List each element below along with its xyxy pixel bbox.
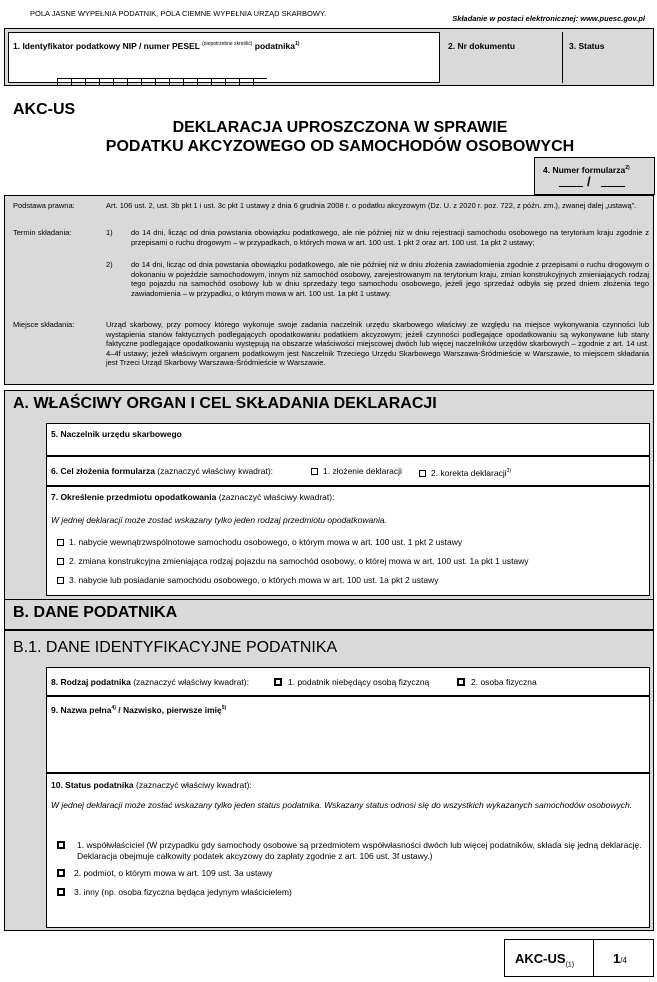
field-8-taxpayer-type (46, 667, 650, 696)
checkbox-icon[interactable] (57, 577, 64, 584)
field-6-option-2[interactable] (419, 466, 511, 478)
field-4-label: 4. Numer formularza (543, 164, 626, 175)
section-b1 (4, 630, 654, 931)
field-divider (562, 32, 563, 83)
checkbox-icon[interactable] (57, 841, 65, 849)
miejsce-text: Urząd skarbowy, przy pomocy którego wykonuje swoje zadania naczelnik urzędu skarbowego właściwy ze względu na miejsce wykonywania czynności lub wystąpienia stanów faktycznych podlegających opodatkowaniu podatkiem akcyzowym; jeżeli czynności podlegające opodatkowaniu są wykonywane lub stany faktyczne podlegające opodatkowaniu występują na obszarze właściwości miejscowej dwóch lub więcej naczelników urzędów skarbowych – zgodnie z art. 14 ust. 4–4f ustawy; jeżeli właściwym organem podatkowym jest Naczelnik Trzeciego Urzędu Skarbowego Warszawa-Śródmieście w Warszawie, to miejscem składania jest Trzeci Urząd Skarbowy Warszawa-Śródmieście w Warszawie. (106, 320, 649, 367)
field-10-option-2[interactable] (57, 868, 272, 879)
field-5-label: 5. Naczelnik urzędu skarbowego (51, 429, 182, 439)
field-1-suffix: podatnika (254, 41, 295, 51)
termin-2-text: do 14 dni, licząc od dnia powstania obowiązku podatkowego, ale nie później niż w dniu złożenia zawiadomienia zgodnie z przepisami o ruchu drogowym o dokonaniu w pojeździe samochodowym, innym niż samochód osobowy, zarejestrowanym na terytorium kraju, zmian konstrukcyjnych zmieniających rodzaj tego pojazdu na samochód osobowy lub w dniu sprzedaży tego samochodu osobowego, jeżeli jego sprzedaż odbyła się przed dniem złożenia tego zawiadomienia – w przypadku, o którym mowa w art. 100 ust. 1a pkt 1 ustawy. (131, 260, 649, 298)
field-4-slash: / (587, 174, 591, 189)
top-note-right: Składanie w postaci elektronicznej: www.puesc.gov.pl (452, 14, 645, 23)
checkbox-icon[interactable] (419, 470, 426, 477)
field-10-option-3-label: 3. inny (np. osoba fizyczna będąca jedynym właścicielem) (74, 887, 292, 897)
footer-form-code (504, 939, 594, 977)
field-10-option-2-label: 2. podmiot, o którym mowa w art. 109 ust. 3a ustawy (74, 868, 273, 878)
field-6-option-1[interactable] (311, 466, 402, 477)
termin-label: Termin składania: (13, 228, 72, 237)
footer-code-sub: (1) (565, 961, 575, 969)
field-6-option-1-label: 1. złożenie deklaracji (323, 466, 402, 476)
field-6-option-2-sup: 3) (506, 468, 512, 474)
field-1-small: (niepotrzebne skreślić) (202, 41, 253, 47)
footer-code: AKC-US (515, 951, 566, 966)
field-7-option-1-label: 1. nabycie wewnątrzwspólnotowe samochodu osobowego, o którym mowa w art. 100 ust. 1 pkt 2 ustawy (69, 537, 463, 547)
field-8-option-1-label: 1. podatnik niebędący osobą fizyczną (288, 677, 430, 687)
termin-1-text: do 14 dni, licząc od dnia powstania obowiązku podatkowego, ale nie później niż w dniu rejestracji samochodu osobowego na terytorium kraju zgodnie z przepisami o ruchu drogowym – w przypadkach, o których mowa w art. 100 ust. 1 pkt 2 oraz art. 100 ust. 1a pkt 2 ustawy; (131, 228, 649, 247)
checkbox-icon[interactable] (57, 869, 65, 877)
field-9-sup-1: 4) (111, 705, 116, 711)
field-8-option-1[interactable] (274, 677, 429, 688)
field-8-hint: (zaznaczyć właściwy kwadrat): (133, 677, 249, 687)
field-9-label-a: 9. Nazwa pełna (51, 704, 112, 715)
field-1-sup: 1) (294, 41, 300, 48)
field-1-comb (57, 72, 267, 79)
field-4-sup: 2) (625, 165, 630, 171)
section-b-title: B. DANE PODATNIKA (13, 604, 178, 621)
field-10-option-1-label: 1. współwłaściciel (W przypadku gdy samochody osobowe są przedmiotem współwłasności dwóch lub więcej podatników, składa się jedną deklarację. Deklaracja obejmuje całkowity podatek akcyzowy do zapłaty zgodnie z art. 106 ust. 3f ustawy.) (77, 840, 642, 861)
field-6-purpose (46, 456, 650, 486)
checkbox-icon[interactable] (274, 678, 282, 686)
checkbox-icon[interactable] (311, 468, 318, 475)
field-7-hint: (zaznaczyć właściwy kwadrat): (218, 492, 335, 502)
field-6-option-2-label: 2. korekta deklaracji (431, 467, 507, 478)
checkbox-icon[interactable] (57, 558, 64, 565)
field-7-label: 7. Określenie przedmiotu opodatkowania (51, 492, 217, 502)
field-5-tax-office[interactable] (46, 423, 650, 456)
field-4-line-b (601, 186, 625, 187)
field-8-option-2[interactable] (457, 677, 537, 688)
checkbox-icon[interactable] (57, 888, 65, 896)
field-6-label: 6. Cel złożenia formularza (51, 466, 155, 476)
field-7-option-2[interactable] (57, 556, 529, 567)
checkbox-icon[interactable] (457, 678, 465, 686)
field-8-label: 8. Rodzaj podatnika (51, 677, 131, 687)
footer-page-total: /4 (620, 956, 627, 965)
field-10-label: 10. Status podatnika (51, 780, 134, 790)
field-6-hint: (zaznaczyć właściwy kwadrat): (157, 466, 274, 476)
checkbox-icon[interactable] (57, 539, 64, 546)
podstawa-text: Art. 106 ust. 2, ust. 3b pkt 1 i ust. 3c pkt 1 ustawy z dnia 6 grudnia 2008 r. o podatku akcyzowym (Dz. U. z 2020 r. poz. 722, z późn. zm.), zwanej dalej „ustawą”. (106, 201, 637, 210)
field-1-label: 1. Identyfikator podatkowy NIP / numer PESEL (13, 41, 200, 51)
termin-1-num: 1) (106, 228, 113, 237)
field-9-label-b: / Nazwisko, pierwsze imię (115, 704, 222, 715)
field-7-option-2-label: 2. zmiana konstrukcyjna zmieniająca rodzaj pojazdu na samochód osobowy, o której mowa w art. 100 ust. 1a pkt 1 ustawy (69, 556, 529, 566)
form-code: AKC-US (13, 101, 76, 118)
field-4-form-number[interactable] (534, 157, 655, 195)
section-b1-title: B.1. DANE IDENTYFIKACYJNE PODATNIKA (13, 639, 338, 656)
field-1-nip-pesel[interactable] (8, 32, 440, 83)
podstawa-label: Podstawa prawna: (13, 201, 75, 210)
field-9-sup-2: 5) (221, 705, 227, 711)
field-8-option-2-label: 2. osoba fizyczna (471, 677, 537, 687)
field-3-label: 3. Status (569, 41, 605, 51)
field-10-status (46, 773, 650, 928)
footer-page: 1 (613, 951, 621, 966)
field-2-label: 2. Nr dokumentu (448, 41, 516, 51)
field-10-option-3[interactable] (57, 887, 292, 898)
page-title (60, 118, 620, 156)
field-9-full-name[interactable] (46, 696, 650, 773)
title-line-2: PODATKU AKCYZOWEGO OD SAMOCHODÓW OSOBOWYCH (105, 138, 575, 155)
field-7-subject (46, 486, 650, 596)
info-block (4, 195, 654, 385)
top-note-left: POLA JASNE WYPEŁNIA PODATNIK, POLA CIEMNE WYPEŁNIA URZĄD SKARBOWY. (30, 9, 327, 18)
miejsce-label: Miejsce składania: (13, 320, 75, 329)
field-7-note: W jednej deklaracji może zostać wskazany tylko jeden rodzaj przedmiotu opodatkowania. (51, 515, 387, 525)
field-10-option-1[interactable] (57, 840, 645, 861)
field-7-option-3-label: 3. nabycie lub posiadanie samochodu osobowego, o których mowa w art. 100 ust. 1a pkt 2 ustawy (69, 575, 439, 585)
field-10-hint: (zaznaczyć właściwy kwadrat): (136, 780, 252, 790)
section-a-title: A. WŁAŚCIWY ORGAN I CEL SKŁADANIA DEKLARACJI (13, 395, 437, 412)
field-7-option-1[interactable] (57, 537, 462, 548)
section-a (4, 390, 654, 600)
section-b (4, 600, 654, 630)
field-4-line-a (559, 186, 583, 187)
footer-page-number (594, 939, 654, 977)
header-fields (4, 28, 654, 86)
title-line-1: DEKLARACJA UPROSZCZONA W SPRAWIE (172, 119, 508, 136)
field-7-option-3[interactable] (57, 575, 439, 586)
field-10-note: W jednej deklaracji może zostać wskazany tylko jeden status podatnika. Wskazany status odnosi się do wszystkich wykazanych samochodów osobowych. (51, 800, 633, 810)
termin-2-num: 2) (106, 260, 113, 269)
